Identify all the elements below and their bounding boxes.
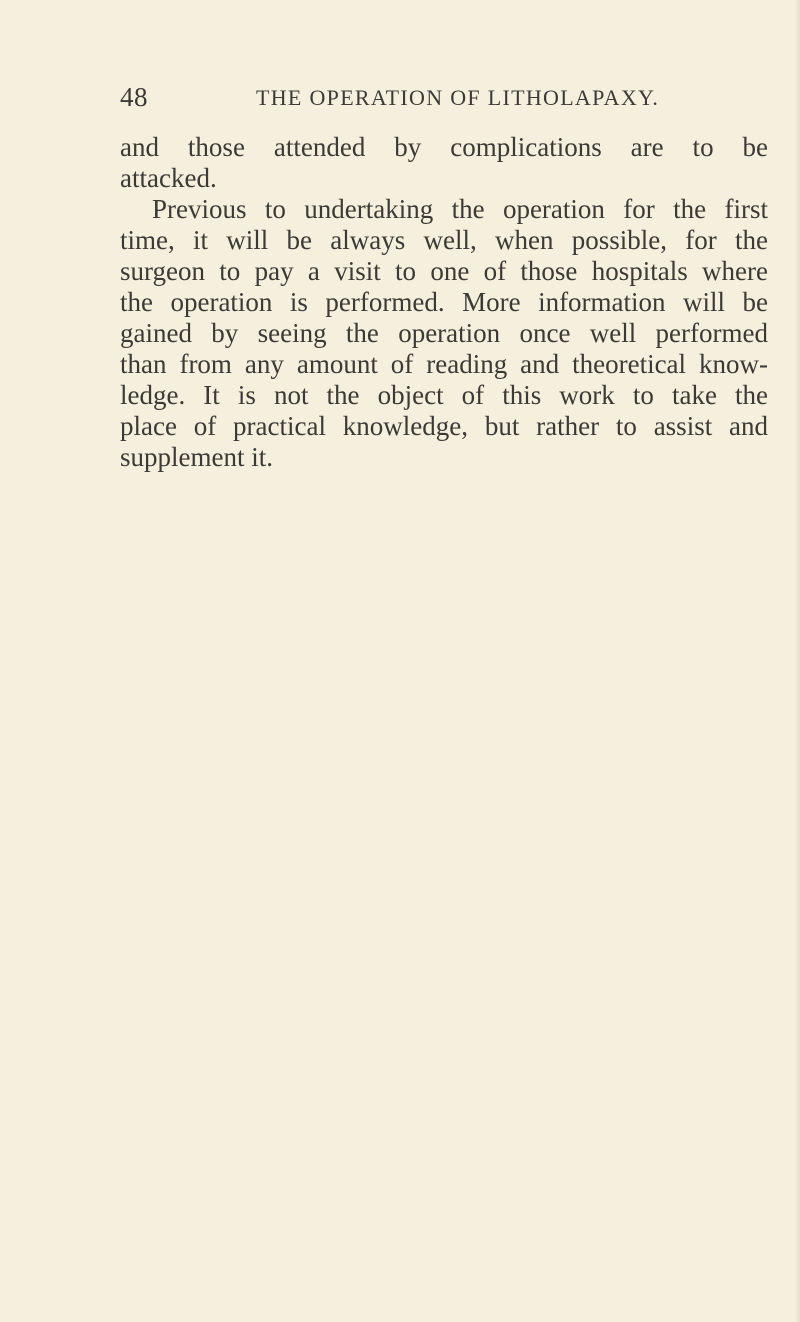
running-title: THE OPERATION OF LITHOLAPAXY. — [256, 85, 660, 110]
text-line: and those attended by complications are to be — [120, 132, 768, 162]
page-edge-shadow — [794, 0, 800, 1322]
running-head — [120, 80, 720, 114]
text-line: surgeon to pay a visit to one of those hospitals where — [120, 256, 768, 286]
text-line: supplement it. — [120, 442, 273, 472]
body-text — [120, 132, 768, 473]
text-line: the operation is performed. More information will be — [120, 287, 768, 317]
text-line: ledge. It is not the object of this work to take the — [120, 380, 768, 410]
page-number: 48 — [120, 82, 148, 112]
text-line: time, it will be always well, when possible, for the — [120, 225, 768, 255]
text-line: than from any amount of reading and theoretical know- — [120, 349, 768, 379]
text-line: place of practical knowledge, but rather to assist and — [120, 411, 768, 441]
paragraph-start-line: Previous to undertaking the operation for the first — [152, 194, 768, 224]
text-line: attacked. — [120, 163, 217, 193]
text-line: gained by seeing the operation once well performed — [120, 318, 768, 348]
